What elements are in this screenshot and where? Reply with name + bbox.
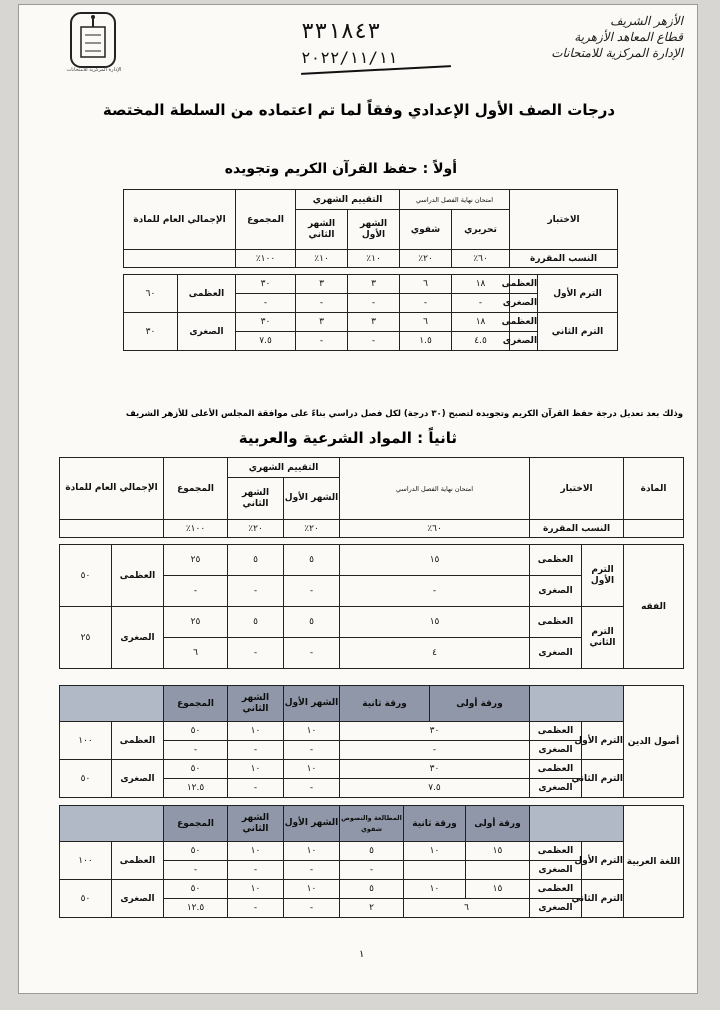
s1-t1-grand-label: العظمى xyxy=(178,275,236,313)
s1-total-header: المجموع xyxy=(236,190,296,250)
fiqh-total: ٦ xyxy=(164,638,228,669)
section1-title: أولاً : حفظ القرآن الكريم وتجويده xyxy=(224,161,457,177)
s1-pct-blank xyxy=(124,250,236,268)
fiqh-m2: - xyxy=(228,576,284,607)
arabic-total: ٥٠ xyxy=(164,880,228,899)
s2-pct-total: ١٠٠٪ xyxy=(164,520,228,538)
fiqh-m1: - xyxy=(284,576,340,607)
s2-pct-blank xyxy=(60,520,164,538)
fiqh-total: - xyxy=(164,576,228,607)
arabic-papers-combined: ٦ xyxy=(404,899,530,918)
s1-t2-oral: ١.٥ xyxy=(400,332,452,351)
s1-month2-header: الشهر الثاني xyxy=(296,210,348,250)
document-page xyxy=(18,4,698,994)
s1-t1-m1: - xyxy=(348,294,400,313)
usul-header-blank xyxy=(530,686,624,722)
fiqh-term1-label: الترم الأول xyxy=(582,545,624,607)
s1-pct-m2: ١٠٪ xyxy=(296,250,348,268)
s1-t2-grand-value: ٣٠ xyxy=(124,313,178,351)
s2-gap xyxy=(60,538,684,545)
arabic-m1: - xyxy=(284,861,340,880)
s1-exam-header: الاختبار xyxy=(510,190,618,250)
s1-t1-written: - xyxy=(452,294,510,313)
azhar-logo-icon xyxy=(69,11,117,69)
s1-t1-written: ١٨ xyxy=(452,275,510,294)
usul-month2-header: الشهر الثاني xyxy=(228,686,284,722)
usul-total-header: المجموع xyxy=(164,686,228,722)
arabic-m2: - xyxy=(228,861,284,880)
s1-t1-row-label: العظمى xyxy=(510,275,538,294)
arabic-row-label: الصغرى xyxy=(530,899,582,918)
usul-term1-label: الترم الأول xyxy=(582,722,624,760)
usul-t1-grand-value: ١٠٠ xyxy=(60,722,112,760)
s1-t2-m1: - xyxy=(348,332,400,351)
s2-monthly-header: التقييم الشهري xyxy=(228,458,340,478)
arabic-subject-label: اللغة العربية xyxy=(624,806,684,918)
s1-pct-m1: ١٠٪ xyxy=(348,250,400,268)
fiqh-m1: ٥ xyxy=(284,607,340,638)
arabic-reading: ٢ xyxy=(340,899,404,918)
reference-number: ٣٣١٨٤٣ xyxy=(301,19,381,44)
s1-t1-total: ٣٠ xyxy=(236,275,296,294)
arabic-term1-label: الترم الأول xyxy=(582,842,624,880)
usul-total: - xyxy=(164,741,228,760)
usul-m2: - xyxy=(228,741,284,760)
header-line-2: قطاع المعاهد الأزهرية xyxy=(574,30,683,44)
s1-pct-written: ٦٠٪ xyxy=(452,250,510,268)
s1-t2-m2: - xyxy=(296,332,348,351)
s1-t1-m2: - xyxy=(296,294,348,313)
page-title: درجات الصف الأول الإعدادي وفقاً لما تم اعتماده من السلطة المختصة xyxy=(102,101,616,119)
s2-pct-m2: ٢٠٪ xyxy=(228,520,284,538)
s1-oral-header: شفوي xyxy=(400,210,452,250)
arabic-term2-label: الترم الثاني xyxy=(582,880,624,918)
s2-month1-header: الشهر الأول xyxy=(284,478,340,520)
s1-t2-m2: ٣ xyxy=(296,313,348,332)
s1-ratios-label: النسب المقررة xyxy=(510,250,618,268)
fiqh-grades-table xyxy=(59,457,684,669)
s1-pct-oral: ٢٠٪ xyxy=(400,250,452,268)
fiqh-total: ٢٥ xyxy=(164,545,228,576)
usul-row-label: العظمى xyxy=(530,760,582,779)
usul-m2: ١٠ xyxy=(228,760,284,779)
s1-term2-label: الترم الثاني xyxy=(538,313,618,351)
s2-subject-header: المادة xyxy=(624,458,684,520)
usul-m2: - xyxy=(228,779,284,798)
s1-t1-m2: ٣ xyxy=(296,275,348,294)
arabic-p2 xyxy=(404,861,466,880)
fiqh-final: ١٥ xyxy=(340,545,530,576)
usul-papers: ٣٠ xyxy=(340,760,530,779)
arabic-t1-grand-value: ١٠٠ xyxy=(60,842,112,880)
arabic-total-header: المجموع xyxy=(164,806,228,842)
usul-total: ٥٠ xyxy=(164,722,228,741)
arabic-reading: ٥ xyxy=(340,880,404,899)
fiqh-total: ٢٥ xyxy=(164,607,228,638)
fiqh-row-label: الصغرى xyxy=(530,576,582,607)
arabic-paper1-header: ورقة أولى xyxy=(466,806,530,842)
arabic-t2-grand-value: ٥٠ xyxy=(60,880,112,918)
s2-ratios-label: النسب المقررة xyxy=(530,520,624,538)
fiqh-subject-label: الفقه xyxy=(624,545,684,669)
usul-papers: ٣٠ xyxy=(340,722,530,741)
arabic-total: - xyxy=(164,861,228,880)
s2-pct-m1: ٢٠٪ xyxy=(284,520,340,538)
usul-m1: ١٠ xyxy=(284,760,340,779)
fiqh-final: ٤ xyxy=(340,638,530,669)
section2-title: ثانياً : المواد الشرعية والعربية xyxy=(238,429,457,447)
usul-header-blank2 xyxy=(60,686,164,722)
usul-paper1-header: ورقة أولى xyxy=(430,686,530,722)
header-line-1: الأزهر الشريف xyxy=(610,14,683,28)
s1-t1-grand-value: ٦٠ xyxy=(124,275,178,313)
reference-stamp xyxy=(301,19,421,71)
s1-final-exam-header: امتحان نهاية الفصل الدراسي xyxy=(400,190,510,210)
logo-caption: الإدارة المركزية للامتحانات xyxy=(66,67,122,73)
s1-term1-label: الترم الأول xyxy=(538,275,618,313)
s1-written-header: تحريري xyxy=(452,210,510,250)
s1-t2-total: ٣٠ xyxy=(236,313,296,332)
arabic-t1-grand-label: العظمى xyxy=(112,842,164,880)
usul-subject-label: أصول الدين xyxy=(624,686,684,798)
arabic-month1-header: الشهر الأول xyxy=(284,806,340,842)
s1-t2-row-label: العظمى xyxy=(510,313,538,332)
s2-month2-header: الشهر الثاني xyxy=(228,478,284,520)
amendment-note: وذلك بعد تعديل درجة حفظ القرآن الكريم وتجويده لتصبح (٣٠ درجة) لكل فصل دراسي بناءً على موافقة المجلس الأعلى للأزهر الشريف xyxy=(125,409,683,419)
s1-t1-oral: ٦ xyxy=(400,275,452,294)
fiqh-term2-label: الترم الثاني xyxy=(582,607,624,669)
arabic-m1: - xyxy=(284,899,340,918)
arabic-reading: ٥ xyxy=(340,842,404,861)
arabic-m1: ١٠ xyxy=(284,880,340,899)
usul-t1-grand-label: العظمى xyxy=(112,722,164,760)
s1-gap xyxy=(124,268,618,275)
page-number: ١ xyxy=(359,949,365,960)
usul-m1: ١٠ xyxy=(284,722,340,741)
arabic-reading: - xyxy=(340,861,404,880)
quran-grades-table xyxy=(123,189,618,351)
arabic-m2: - xyxy=(228,899,284,918)
arabic-total: ٥٠ xyxy=(164,842,228,861)
arabic-paper2-header: ورقة ثانية xyxy=(404,806,466,842)
arabic-reading-header: المطالعة والنصوص شفوي xyxy=(340,806,404,842)
arabic-t2-grand-label: الصغرى xyxy=(112,880,164,918)
usul-papers: - xyxy=(340,741,530,760)
usul-month1-header: الشهر الأول xyxy=(284,686,340,722)
s1-t2-written: ١٨ xyxy=(452,313,510,332)
fiqh-row-label: العظمى xyxy=(530,607,582,638)
arabic-header-blank2 xyxy=(60,806,164,842)
fiqh-m1: - xyxy=(284,638,340,669)
usul-m1: - xyxy=(284,741,340,760)
arabic-month2-header: الشهر الثاني xyxy=(228,806,284,842)
arabic-m2: ١٠ xyxy=(228,880,284,899)
s1-pct-total: ١٠٠٪ xyxy=(236,250,296,268)
header-line-3: الإدارة المركزية للامتحانات xyxy=(551,46,683,60)
arabic-p1 xyxy=(466,861,530,880)
s2-pct-final: ٦٠٪ xyxy=(340,520,530,538)
usul-m2: ١٠ xyxy=(228,722,284,741)
fiqh-m2: - xyxy=(228,638,284,669)
arabic-p1: ١٥ xyxy=(466,842,530,861)
institution-header xyxy=(551,13,683,61)
s1-t1-total: - xyxy=(236,294,296,313)
usul-total: ٥٠ xyxy=(164,760,228,779)
fiqh-row-label: الصغرى xyxy=(530,638,582,669)
arabic-total: ١٢.٥ xyxy=(164,899,228,918)
arabic-p1: ١٥ xyxy=(466,880,530,899)
s1-monthly-header: التقييم الشهري xyxy=(296,190,400,210)
s2-total-header: المجموع xyxy=(164,458,228,520)
arabic-m2: ١٠ xyxy=(228,842,284,861)
s1-grand-total-header: الإجمالي العام للمادة xyxy=(124,190,236,250)
s2-grand-total-header: الإجمالي العام للمادة xyxy=(60,458,164,520)
usul-t2-grand-value: ٥٠ xyxy=(60,760,112,798)
arabic-row-label: العظمى xyxy=(530,842,582,861)
s2-ratio-blank xyxy=(624,520,684,538)
s1-month1-header: الشهر الأول xyxy=(348,210,400,250)
s1-t1-oral: - xyxy=(400,294,452,313)
fiqh-t1-grand-value: ٥٠ xyxy=(60,545,112,607)
fiqh-final: - xyxy=(340,576,530,607)
fiqh-t2-grand-value: ٢٥ xyxy=(60,607,112,669)
usul-term2-label: الترم الثاني xyxy=(582,760,624,798)
reference-date: ٢٠٢٢/١١/١١ xyxy=(301,48,398,67)
s1-t2-oral: ٦ xyxy=(400,313,452,332)
s1-t2-m1: ٣ xyxy=(348,313,400,332)
usul-m1: - xyxy=(284,779,340,798)
usul-total: ١٢.٥ xyxy=(164,779,228,798)
arabic-grades-table xyxy=(59,805,684,918)
usul-row-label: العظمى xyxy=(530,722,582,741)
fiqh-row-label: العظمى xyxy=(530,545,582,576)
s1-t2-written: ٤.٥ xyxy=(452,332,510,351)
fiqh-m1: ٥ xyxy=(284,545,340,576)
arabic-p2: ١٠ xyxy=(404,880,466,899)
usul-row-label: الصغرى xyxy=(530,741,582,760)
fiqh-final: ١٥ xyxy=(340,607,530,638)
arabic-m1: ١٠ xyxy=(284,842,340,861)
fiqh-m2: ٥ xyxy=(228,607,284,638)
arabic-p2: ١٠ xyxy=(404,842,466,861)
arabic-row-label: العظمى xyxy=(530,880,582,899)
s1-t2-row-label: الصغرى xyxy=(510,332,538,351)
usul-row-label: الصغرى xyxy=(530,779,582,798)
arabic-header-blank xyxy=(530,806,624,842)
usul-paper2-header: ورقة ثانية xyxy=(340,686,430,722)
s1-t1-row-label: الصغرى xyxy=(510,294,538,313)
s2-final-exam-header: امتحان نهاية الفصل الدراسي xyxy=(340,458,530,520)
arabic-row-label: الصغرى xyxy=(530,861,582,880)
usul-papers: ٧.٥ xyxy=(340,779,530,798)
s1-t1-m1: ٣ xyxy=(348,275,400,294)
fiqh-t2-grand-label: الصغرى xyxy=(112,607,164,669)
fiqh-m2: ٥ xyxy=(228,545,284,576)
s1-t2-total: ٧.٥ xyxy=(236,332,296,351)
fiqh-t1-grand-label: العظمى xyxy=(112,545,164,607)
s2-exam-header: الاختبار xyxy=(530,458,624,520)
usul-t2-grand-label: الصغرى xyxy=(112,760,164,798)
s1-t2-grand-label: الصغرى xyxy=(178,313,236,351)
usul-grades-table xyxy=(59,685,684,798)
